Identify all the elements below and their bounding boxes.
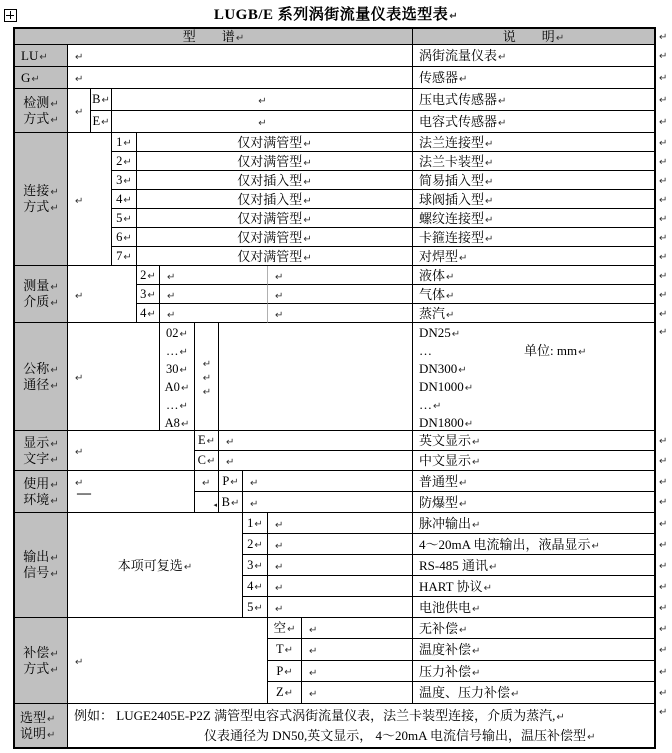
paragraph-mark-icon bbox=[471, 664, 480, 679]
mid-connection-6: 仅对满管型 ↵ bbox=[137, 228, 413, 247]
codes-nominal-diameter: 02 ↵ … ↵ 30 ↵ A0 ↵ … ↵ A8 ↵ bbox=[160, 323, 195, 431]
paragraph-mark-icon bbox=[202, 370, 211, 384]
cell-empty bbox=[68, 266, 137, 323]
desc-output-pulse: 脉冲输出 ↵ bbox=[413, 513, 654, 534]
code-detection-b: B ↵ bbox=[91, 89, 112, 111]
cell-empty bbox=[68, 471, 195, 513]
paragraph-mark-icon bbox=[484, 192, 493, 207]
paragraph-mark-icon bbox=[122, 192, 131, 207]
row-end-mark-icon bbox=[658, 190, 667, 208]
desc-connection-7: 对焊型 ↵ bbox=[413, 247, 654, 266]
row-end-mark-icon bbox=[658, 46, 667, 64]
paragraph-mark-icon bbox=[49, 549, 58, 564]
cell-empty bbox=[302, 618, 413, 639]
paragraph-mark-icon bbox=[577, 343, 586, 358]
paragraph-mark-icon bbox=[274, 516, 283, 531]
cell-empty bbox=[160, 266, 268, 285]
cell-empty bbox=[68, 45, 413, 67]
paragraph-mark-icon bbox=[458, 621, 467, 636]
paragraph-mark-icon bbox=[302, 192, 311, 207]
label-compensation: 补偿 ↵ 方式 ↵ bbox=[15, 618, 68, 704]
row-end-mark-icon bbox=[658, 228, 667, 246]
paragraph-mark-icon bbox=[225, 433, 234, 448]
cell-empty bbox=[195, 323, 219, 431]
paragraph-mark-icon bbox=[308, 664, 317, 679]
label-output-signal: 输出 ↵ 信号 ↵ bbox=[15, 513, 68, 618]
label-detection-mode: 检测 ↵ 方式 ↵ bbox=[15, 89, 68, 133]
paragraph-mark-icon bbox=[202, 384, 211, 398]
desc-connection-6: 卡箍连接型 ↵ bbox=[413, 228, 654, 247]
paragraph-mark-icon bbox=[471, 600, 480, 615]
paragraph-mark-icon bbox=[183, 558, 192, 573]
cell-empty bbox=[302, 682, 413, 704]
paragraph-mark-icon bbox=[100, 92, 109, 107]
paragraph-mark-icon bbox=[464, 379, 473, 394]
code-display-c: C ↵ bbox=[195, 451, 219, 471]
paragraph-mark-icon bbox=[166, 287, 175, 302]
selection-table bbox=[13, 27, 656, 749]
mid-connection-1: 仅对满管型 ↵ bbox=[137, 133, 413, 152]
cell-empty bbox=[268, 304, 413, 323]
paragraph-mark-icon bbox=[249, 495, 258, 510]
row-end-mark-icon bbox=[658, 304, 667, 322]
paragraph-mark-icon bbox=[49, 476, 58, 491]
cell-empty bbox=[268, 266, 413, 285]
cell-empty bbox=[219, 431, 413, 451]
row-end-mark-icon bbox=[658, 619, 667, 637]
row-end-mark-icon bbox=[658, 266, 667, 284]
paragraph-mark-icon bbox=[122, 154, 131, 169]
paragraph-mark-icon bbox=[49, 361, 58, 376]
cell-empty bbox=[160, 304, 268, 323]
code-compensation-none: 空 ↵ bbox=[268, 618, 302, 639]
desc-connection-5: 螺纹连接型 ↵ bbox=[413, 209, 654, 228]
paragraph-mark-icon bbox=[74, 653, 83, 668]
paragraph-mark-icon bbox=[458, 495, 467, 510]
paragraph-mark-icon bbox=[49, 95, 58, 110]
paragraph-mark-icon bbox=[74, 287, 83, 302]
desc-connection-1: 法兰连接型 ↵ bbox=[413, 133, 654, 152]
paragraph-mark-icon bbox=[253, 600, 262, 615]
paragraph-mark-icon bbox=[122, 173, 131, 188]
paragraph-mark-icon bbox=[283, 664, 292, 679]
paragraph-mark-icon bbox=[471, 516, 480, 531]
code-medium-3: 3 ↵ bbox=[137, 285, 160, 304]
mid-connection-4: 仅对插入型 ↵ bbox=[137, 190, 413, 209]
paragraph-mark-icon bbox=[497, 114, 506, 129]
cell-empty bbox=[68, 67, 413, 89]
code-output-5: 5 ↵ bbox=[243, 597, 268, 618]
paragraph-mark-icon bbox=[166, 268, 175, 283]
paragraph-mark-icon bbox=[484, 230, 493, 245]
paragraph-mark-icon bbox=[253, 558, 262, 573]
paragraph-mark-icon bbox=[49, 435, 58, 450]
paragraph-mark-icon bbox=[74, 443, 83, 458]
paragraph-mark-icon bbox=[166, 306, 175, 321]
label-nominal-diameter: 公称 ↵ 通径 ↵ bbox=[15, 323, 68, 431]
paragraph-mark-icon bbox=[46, 726, 55, 741]
row-end-mark-icon bbox=[658, 598, 667, 616]
paragraph-mark-icon bbox=[49, 183, 58, 198]
mid-connection-2: 仅对满管型 ↵ bbox=[137, 152, 413, 171]
paragraph-mark-icon bbox=[302, 249, 311, 264]
paragraph-mark-icon bbox=[49, 377, 58, 392]
code-output-3: 3 ↵ bbox=[243, 555, 268, 576]
paragraph-mark-icon bbox=[458, 70, 467, 85]
code-compensation-z: Z ↵ bbox=[268, 682, 302, 704]
row-end-mark-icon bbox=[658, 702, 667, 720]
code-environment-p: P ↵ bbox=[219, 471, 243, 492]
code-connection-5: 5 ↵ bbox=[112, 209, 137, 228]
desc-output-rs485: RS-485 通讯 ↵ bbox=[413, 555, 654, 576]
cell-empty bbox=[268, 555, 413, 576]
row-end-mark-icon bbox=[658, 133, 667, 151]
label-g: G ↵ bbox=[15, 67, 68, 89]
paragraph-mark-icon bbox=[146, 287, 155, 302]
row-end-mark-icon bbox=[658, 472, 667, 490]
desc-compensation-temperature: 温度补偿 ↵ bbox=[413, 639, 654, 661]
paragraph-mark-icon bbox=[206, 433, 215, 448]
cell-empty bbox=[68, 89, 91, 133]
paragraph-mark-icon bbox=[49, 199, 58, 214]
code-connection-6: 6 ↵ bbox=[112, 228, 137, 247]
desc-display-english: 英文显示 ↵ bbox=[413, 431, 654, 451]
desc-medium-gas: 气体 ↵ bbox=[413, 285, 654, 304]
cell-empty bbox=[68, 133, 112, 266]
desc-lu: 涡街流量仪表 ↵ bbox=[413, 45, 654, 67]
paragraph-mark-icon bbox=[74, 103, 83, 118]
paragraph-mark-icon bbox=[586, 728, 595, 743]
cell-empty bbox=[195, 492, 219, 513]
paragraph-mark-icon bbox=[308, 642, 317, 657]
paragraph-mark-icon bbox=[249, 474, 258, 489]
paragraph-mark-icon bbox=[274, 287, 283, 302]
paragraph-mark-icon bbox=[308, 685, 317, 700]
paragraph-mark-icon bbox=[445, 268, 454, 283]
paragraph-mark-icon bbox=[274, 268, 283, 283]
mid-connection-7: 仅对满管型 ↵ bbox=[137, 247, 413, 266]
paragraph-mark-icon bbox=[49, 278, 58, 293]
desc-connection-4: 球阀插入型 ↵ bbox=[413, 190, 654, 209]
paragraph-mark-icon bbox=[471, 453, 480, 468]
cell-empty bbox=[195, 471, 219, 492]
desc-display-chinese: 中文显示 ↵ bbox=[413, 451, 654, 471]
desc-environment-normal: 普通型 ↵ bbox=[413, 471, 654, 492]
label-connection-mode: 连接 ↵ 方式 ↵ bbox=[15, 133, 68, 266]
paragraph-mark-icon bbox=[146, 268, 155, 283]
paragraph-mark-icon bbox=[122, 230, 131, 245]
paragraph-mark-icon bbox=[432, 397, 441, 412]
paragraph-mark-icon bbox=[179, 362, 188, 376]
code-output-4: 4 ↵ bbox=[243, 576, 268, 597]
row-end-mark-icon bbox=[658, 683, 667, 701]
paragraph-mark-icon bbox=[464, 415, 473, 430]
code-connection-1: 1 ↵ bbox=[112, 133, 137, 152]
row-end-mark-icon bbox=[658, 556, 667, 574]
paragraph-mark-icon bbox=[74, 70, 83, 85]
paragraph-mark-icon bbox=[284, 685, 293, 700]
paragraph-mark-icon bbox=[122, 211, 131, 226]
desc-compensation-pressure: 压力补偿 ↵ bbox=[413, 661, 654, 682]
paragraph-mark-icon bbox=[445, 287, 454, 302]
paragraph-mark-icon bbox=[274, 558, 283, 573]
paragraph-mark-icon bbox=[484, 135, 493, 150]
paragraph-mark-icon bbox=[286, 621, 295, 636]
paragraph-mark-icon bbox=[253, 516, 262, 531]
paragraph-mark-icon bbox=[302, 154, 311, 169]
label-environment: 使用 ↵ 环境 ↵ bbox=[15, 471, 68, 513]
row-end-mark-icon bbox=[658, 247, 667, 265]
code-connection-3: 3 ↵ bbox=[112, 171, 137, 190]
paragraph-mark-icon bbox=[74, 369, 83, 384]
desc-g: 传感器 ↵ bbox=[413, 67, 654, 89]
paragraph-mark-icon bbox=[74, 192, 83, 207]
desc-output-current: 4～20mA 电流输出，液晶显示 ↵ bbox=[413, 534, 654, 555]
cell-empty bbox=[160, 285, 268, 304]
paragraph-mark-icon bbox=[180, 380, 189, 394]
row-end-mark-icon bbox=[658, 285, 667, 303]
cell-empty bbox=[68, 431, 195, 471]
row-end-mark-icon bbox=[658, 209, 667, 227]
cell-empty bbox=[68, 323, 160, 431]
row-end-mark-icon bbox=[658, 431, 667, 449]
paragraph-mark-icon bbox=[308, 621, 317, 636]
selection-example: 例如： LUGE2405E-P2Z 满管型电容式涡街流量仪表，法兰卡装型连接，介质为蒸汽, ↵ 仪表通径为 DN50,英文显示， 4～20mA 电流信号输出，温压补偿型 ↵ bbox=[68, 704, 654, 747]
paragraph-mark-icon bbox=[38, 48, 47, 63]
paragraph-mark-icon bbox=[471, 433, 480, 448]
cell-empty bbox=[219, 451, 413, 471]
code-connection-7: 7 ↵ bbox=[112, 247, 137, 266]
paragraph-mark-icon bbox=[274, 600, 283, 615]
desc-medium-steam: 蒸汽 ↵ bbox=[413, 304, 654, 323]
paragraph-mark-icon bbox=[253, 537, 262, 552]
paragraph-mark-icon bbox=[230, 495, 239, 510]
paragraph-mark-icon bbox=[122, 249, 131, 264]
row-end-mark-icon bbox=[658, 152, 667, 170]
code-compensation-p: P ↵ bbox=[268, 661, 302, 682]
cell-empty bbox=[112, 89, 413, 111]
paragraph-mark-icon bbox=[74, 48, 83, 63]
note-multi-select: 本项可复选 ↵ bbox=[68, 513, 243, 618]
paragraph-mark-icon bbox=[555, 708, 564, 723]
paragraph-mark-icon bbox=[284, 642, 293, 657]
dash-mark: — bbox=[77, 486, 91, 501]
desc-nominal-diameter: DN25 ↵ … 单位: mm ↵ DN300 ↵ DN1000 ↵ … ↵ DN1800 ↵ bbox=[413, 323, 654, 431]
cell-empty bbox=[302, 661, 413, 682]
cell-empty bbox=[268, 597, 413, 618]
paragraph-mark-icon bbox=[484, 173, 493, 188]
code-medium-4: 4 ↵ bbox=[137, 304, 160, 323]
cell-empty bbox=[243, 471, 413, 492]
cell-empty bbox=[268, 513, 413, 534]
paragraph-mark-icon bbox=[49, 492, 58, 507]
paragraph-mark-icon bbox=[458, 474, 467, 489]
paragraph-mark-icon bbox=[180, 416, 189, 430]
paragraph-mark-icon bbox=[225, 453, 234, 468]
row-end-mark-icon bbox=[658, 68, 667, 86]
paragraph-mark-icon bbox=[445, 306, 454, 321]
code-connection-4: 4 ↵ bbox=[112, 190, 137, 209]
code-display-e: E ↵ bbox=[195, 431, 219, 451]
cell-empty bbox=[302, 639, 413, 661]
paragraph-mark-icon bbox=[274, 537, 283, 552]
paragraph-mark-icon bbox=[49, 661, 58, 676]
paragraph-mark-icon bbox=[49, 294, 58, 309]
desc-output-battery: 电池供电 ↵ bbox=[413, 597, 654, 618]
row-end-mark-icon bbox=[658, 322, 667, 340]
cell-empty bbox=[268, 534, 413, 555]
paragraph-mark-icon bbox=[484, 154, 493, 169]
paragraph-mark-icon bbox=[179, 398, 188, 412]
cell-empty bbox=[112, 111, 413, 133]
label-display-language: 显示 ↵ 文字 ↵ bbox=[15, 431, 68, 471]
row-end-mark-icon bbox=[658, 640, 667, 658]
paragraph-mark-icon bbox=[206, 453, 215, 468]
row-end-mark-icon bbox=[658, 535, 667, 553]
desc-medium-liquid: 液体 ↵ bbox=[413, 266, 654, 285]
code-output-2: 2 ↵ bbox=[243, 534, 268, 555]
paragraph-mark-icon bbox=[555, 29, 564, 44]
paragraph-mark-icon bbox=[488, 558, 497, 573]
paragraph-mark-icon bbox=[49, 645, 58, 660]
paragraph-mark-icon bbox=[497, 92, 506, 107]
desc-environment-explosionproof: 防爆型 ↵ bbox=[413, 492, 654, 513]
label-lu: LU ↵ bbox=[15, 45, 68, 67]
paragraph-mark-icon bbox=[302, 211, 311, 226]
paragraph-mark-icon bbox=[457, 361, 466, 376]
page-title: LUGB/E 系列涡街流量仪表选型表 ↵ bbox=[0, 3, 672, 24]
desc-detection-b: 压电式传感器 ↵ bbox=[413, 89, 654, 111]
paragraph-mark-icon bbox=[302, 230, 311, 245]
paragraph-mark-icon bbox=[274, 306, 283, 321]
unit-note: 单位: mm bbox=[524, 343, 578, 358]
code-detection-e: E ↵ bbox=[91, 111, 112, 133]
paragraph-mark-icon bbox=[302, 173, 311, 188]
paragraph-mark-icon bbox=[302, 135, 311, 150]
row-end-mark-icon bbox=[658, 492, 667, 510]
paragraph-mark-icon bbox=[49, 565, 58, 580]
header-description: 说 明 ↵ bbox=[413, 29, 654, 45]
paragraph-mark-icon bbox=[497, 48, 506, 63]
desc-compensation-temp-pressure: 温度、压力补偿 ↵ bbox=[413, 682, 654, 704]
mid-connection-3: 仅对插入型 ↵ bbox=[137, 171, 413, 190]
paragraph-mark-icon bbox=[458, 249, 467, 264]
paragraph-mark-icon bbox=[30, 70, 39, 85]
cell-empty bbox=[219, 323, 413, 431]
cell-empty bbox=[243, 492, 413, 513]
paragraph-mark-icon bbox=[122, 135, 131, 150]
desc-connection-3: 简易插入型 ↵ bbox=[413, 171, 654, 190]
paragraph-mark-icon bbox=[201, 474, 210, 489]
row-end-mark-icon bbox=[658, 112, 667, 130]
cell-empty bbox=[268, 576, 413, 597]
paragraph-mark-icon bbox=[49, 111, 58, 126]
row-end-mark-icon bbox=[658, 514, 667, 532]
paragraph-mark-icon bbox=[451, 325, 460, 340]
paragraph-mark-icon bbox=[146, 306, 155, 321]
paragraph-mark-icon bbox=[100, 114, 109, 129]
header-model-spectrum: 型 谱 ↵ bbox=[15, 29, 413, 45]
paragraph-mark-icon bbox=[483, 579, 492, 594]
paragraph-mark-icon bbox=[49, 451, 58, 466]
paragraph-mark-icon bbox=[257, 114, 266, 129]
paragraph-mark-icon bbox=[235, 29, 244, 44]
paragraph-mark-icon bbox=[179, 344, 188, 358]
label-selection-notes: 选型 ↵ 说明 ↵ bbox=[15, 704, 68, 747]
desc-compensation-none: 无补偿 ↵ bbox=[413, 618, 654, 639]
code-medium-2: 2 ↵ bbox=[137, 266, 160, 285]
paragraph-mark-icon bbox=[591, 537, 600, 552]
paragraph-mark-icon bbox=[448, 7, 458, 23]
desc-connection-2: 法兰卡装型 ↵ bbox=[413, 152, 654, 171]
paragraph-mark-icon bbox=[179, 326, 188, 340]
paragraph-mark-icon bbox=[274, 579, 283, 594]
paragraph-mark-icon bbox=[229, 474, 238, 489]
paragraph-mark-icon bbox=[257, 92, 266, 107]
mid-connection-5: 仅对满管型 ↵ bbox=[137, 209, 413, 228]
row-end-mark-icon bbox=[658, 662, 667, 680]
row-end-mark-icon bbox=[658, 90, 667, 108]
label-medium: 测量 ↵ 介质 ↵ bbox=[15, 266, 68, 323]
desc-output-hart: HART 协议 ↵ bbox=[413, 576, 654, 597]
row-end-mark-icon bbox=[658, 577, 667, 595]
row-end-mark-icon bbox=[658, 27, 667, 45]
code-output-1: 1 ↵ bbox=[243, 513, 268, 534]
desc-detection-e: 电容式传感器 ↵ bbox=[413, 111, 654, 133]
paragraph-mark-icon bbox=[46, 710, 55, 725]
cell-marker-icon bbox=[213, 495, 217, 510]
paragraph-mark-icon bbox=[471, 642, 480, 657]
paragraph-mark-icon bbox=[253, 579, 262, 594]
code-connection-2: 2 ↵ bbox=[112, 152, 137, 171]
paragraph-mark-icon bbox=[202, 356, 211, 370]
code-compensation-t: T ↵ bbox=[268, 639, 302, 661]
row-end-mark-icon bbox=[658, 171, 667, 189]
cell-empty bbox=[268, 285, 413, 304]
paragraph-mark-icon bbox=[484, 211, 493, 226]
paragraph-mark-icon bbox=[510, 685, 519, 700]
code-environment-b: B ↵ bbox=[219, 492, 243, 513]
row-end-mark-icon bbox=[658, 451, 667, 469]
cell-empty bbox=[68, 618, 268, 704]
